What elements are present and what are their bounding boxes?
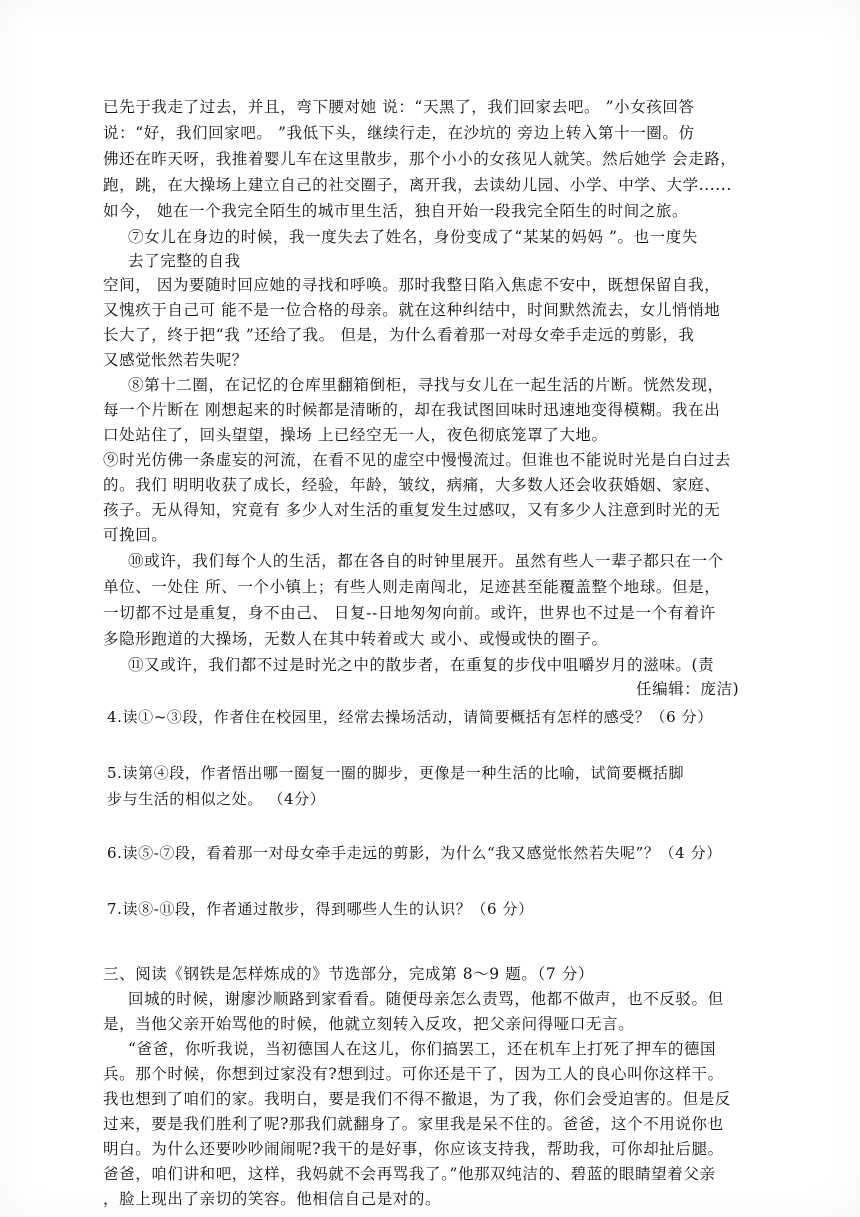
passage-line: 又感觉怅然若失呢？ — [103, 351, 248, 369]
question-4: 4.读①~③段，作者住在校园里，经常去操场活动，请简要概括有怎样的感受？（6 分） — [107, 708, 713, 726]
passage-line: 单位、一处住 所、一个小镇上；有些人则走南闯北，足迹甚至能覆盖整个地球。但是， — [103, 578, 721, 596]
passage-line: ⑪又或许，我们都不过是时光之中的散步者，在重复的步伐中咀嚼岁月的滋味。(责 — [128, 656, 715, 674]
passage-line: ⑨时光仿佛一条虚妄的河流，在看不见的虚空中慢慢流过。但谁也不能说时光是白白过去 — [103, 451, 731, 469]
passage-line: 可挽回。 — [103, 526, 168, 544]
section-3-line: 爸爸，咱们讲和吧，这样，我妈就不会再骂我了。”他那双纯洁的、碧蓝的眼睛望着父亲 — [103, 1165, 716, 1183]
question-6: 6.读⑤-⑦段，看着那一对母女牵手走远的剪影，为什么“我又感觉怅然若失呢”？（4 分） — [107, 844, 722, 862]
passage-line: ⑧第十二圈，在记忆的仓库里翻箱倒柜，寻找与女儿在一起生活的片断。恍然发现， — [128, 376, 724, 394]
passage-line: 说：“好，我们回家吧。 ”我低下头，继续行走，在沙坑的 旁边上转入第十一圈。仿 — [103, 124, 695, 142]
passage-line: 一切都不过是重复，身不由己、 日复--日地匆匆向前。或许，世界也不过是一个有着许 — [103, 604, 716, 622]
section-3-line: ，脸上现出了亲切的笑容。他相信自己是对的。 — [103, 1190, 442, 1208]
section-3-line: 过来，要是我们胜利了呢?那我们就翻身了。家里我是呆不住的。爸爸，这个不用说你也 — [103, 1115, 724, 1133]
question-5-cont: 步与生活的相似之处。 （4分） — [107, 790, 326, 808]
passage-line: 又愧疚于自己可 能不是一位合格的母亲。就在这种纠结中，时间默然流去，女儿悄悄地 — [103, 301, 721, 319]
passage-line: ⑩或许，我们每个人的生活，都在各自的时钟里展开。虽然有些人一辈子都只在一个 — [128, 552, 724, 570]
passage-line: 如今， 她在一个我完全陌生的城市里生活，独自开始一段我完全陌生的时间之旅。 — [103, 202, 689, 220]
passage-line: 每一个片断在 刚想起来的时候都是清晰的，却在我试图回味时迅速地变得模糊。我在出 — [103, 401, 721, 419]
section-3-line: 回城的时候，谢廖沙顺路到家看看。随便母亲怎么责骂，他都不做声，也不反驳。但 — [128, 990, 724, 1008]
passage-line: 佛还在昨天呀，我推着婴儿车在这里散步，那个小小的女孩见人就笑。然后她学 会走路， — [103, 150, 737, 168]
section-3-heading: 三、阅读《钢铁是怎样炼成的》节选部分，完成第 8～9 题。（7 分） — [103, 965, 595, 983]
section-3-line: “爸爸，你听我说，当初德国人在这儿，你们搞罢工，还在机车上打死了押车的德国 — [128, 1040, 717, 1058]
passage-line: 多隐形跑道的大操场，无数人在其中转着或大 或小、或慢或快的圈子。 — [103, 630, 608, 648]
passage-line: 已先于我走了过去，并且，弯下腰对她 说：“天黑了，我们回家去吧。 ”小女孩回答 — [103, 98, 695, 116]
passage-line: 任编辑：庞洁) — [636, 680, 740, 698]
section-3-line: 兵。那个时候，你想到过家没有?想到过。可你还是干了，因为工人的良心叫你这样干。 — [103, 1065, 724, 1083]
question-7: 7.读⑧-⑪段，作者通过散步，得到哪些人生的认识？（6 分） — [107, 900, 534, 918]
passage-line: 空间， 因为要随时回应她的寻找和呼唤。那时我整日陷入焦虑不安中，既想保留自我， — [103, 276, 721, 294]
question-5: 5.读第④段，作者悟出哪一圈复一圈的脚步，更像是一种生活的比喻，试简要概括脚 — [107, 764, 685, 782]
section-3-line: 明白。为什么还要吵吵闹闹呢?我干的是好事，你应该支持我，帮助我，可你却扯后腿。 — [103, 1140, 724, 1158]
passage-line: 口处站住了，回头望望，操场 上已经空无一人，夜色彻底笼罩了大地。 — [103, 426, 608, 444]
section-3-line: 我也想到了咱们的家。我明白，要是我们不得不撤退，为了我，你们会受迫害的。但是反 — [103, 1090, 731, 1108]
passage-line: 的。我们 明明收获了成长，经验，年龄，皱纹，病痛，大多数人还会收获婚姻、家庭、 — [103, 476, 721, 494]
passage-line: ⑦女儿在身边的时候，我一度失去了姓名，身份变成了“某某的妈妈 ”。也一度失 — [128, 228, 698, 246]
passage-line: 去了完整的自我 — [128, 252, 241, 270]
passage-line: 跑，跳，在大操场上建立自己的社交圈子，离开我，去读幼儿园、小学、中学、大学...... — [103, 176, 732, 194]
passage-line: 孩子。无从得知，究竟有 多少人对生活的重复发生过感叹，又有多少人注意到时光的无 — [103, 501, 721, 519]
section-3-line: 是，当他父亲开始骂他的时候，他就立刻转入反攻，把父亲问得哑口无言。 — [103, 1015, 635, 1033]
passage-line: 长大了，终于把“我 ”还给了我。 但是，为什么看着那一对母女牵手走远的剪影，我 — [103, 326, 695, 344]
